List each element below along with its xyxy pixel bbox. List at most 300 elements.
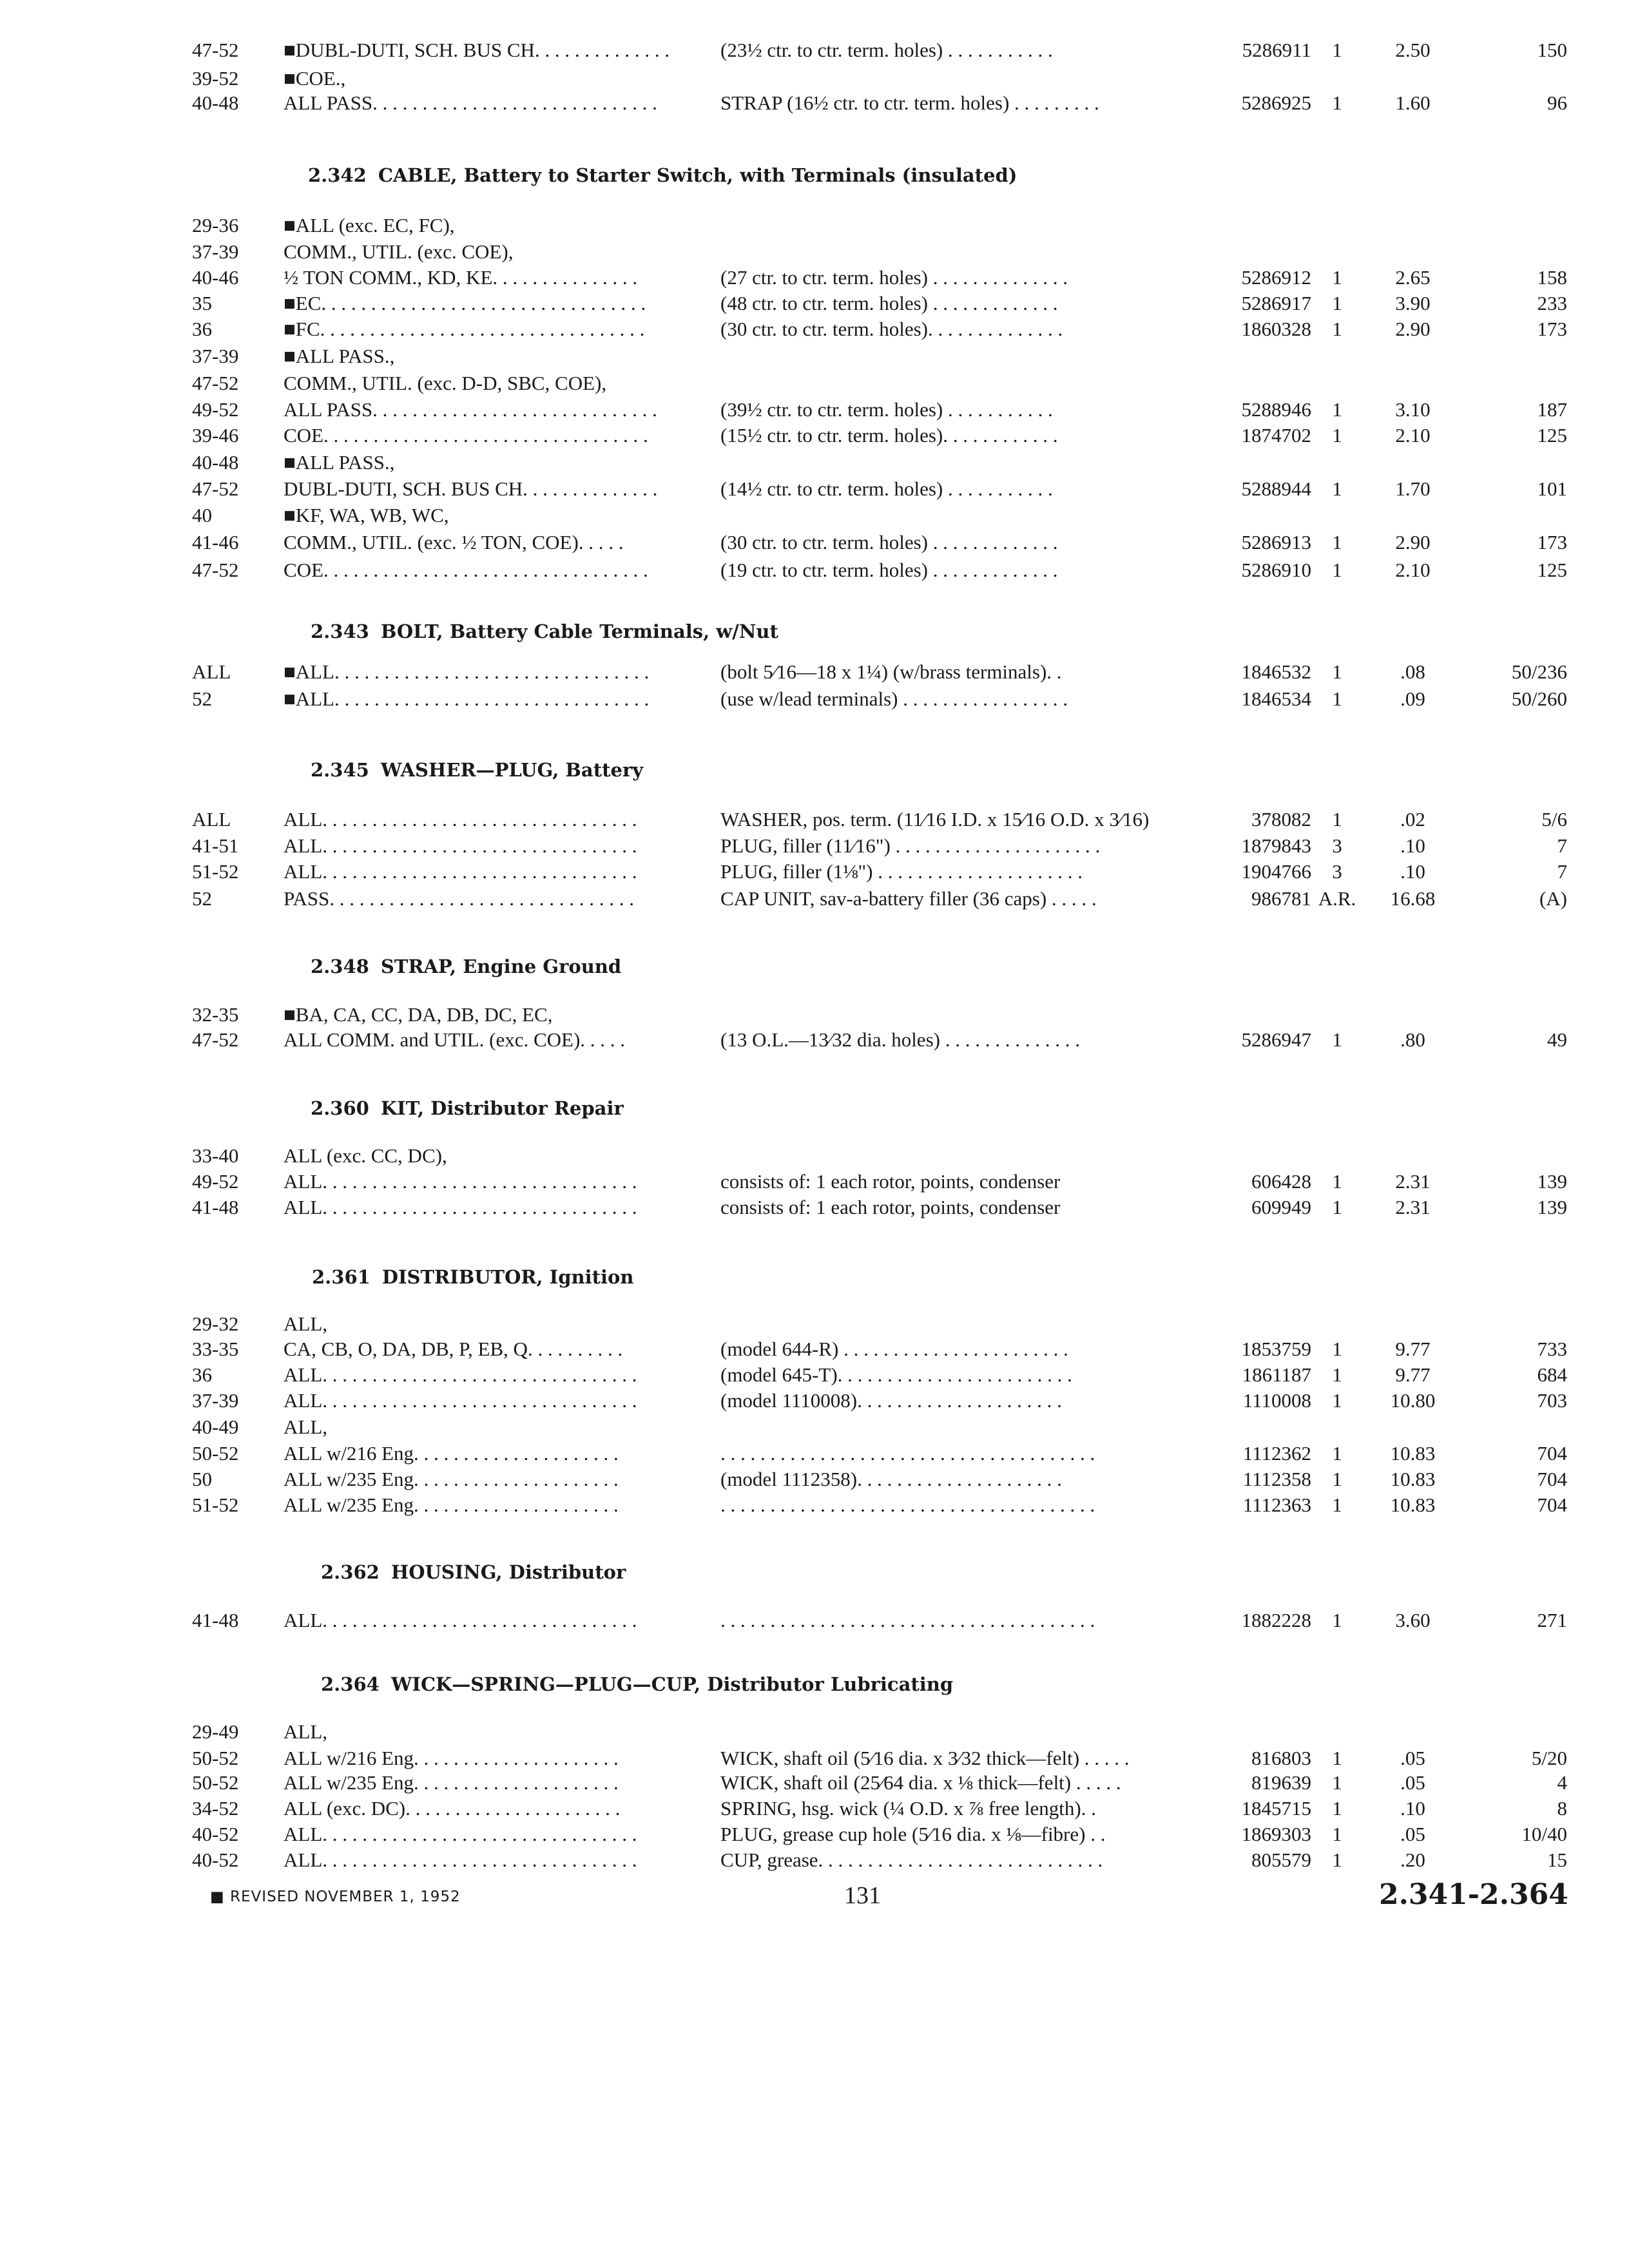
- cell-price: 10.83: [1390, 1494, 1436, 1516]
- cell-description: (model 645-T). . . . . . . . . . . . . . . . . . . . . . . .: [720, 1363, 1072, 1386]
- cell-price: .10: [1400, 834, 1425, 857]
- section-heading: [311, 952, 621, 981]
- cell-price: [1363, 370, 1463, 397]
- cell-application: ALL. . . . . . . . . . . . . . . . . . . . . . . . . . . . . . . .: [284, 808, 637, 831]
- cell-package: (A): [1539, 887, 1567, 910]
- cell-price: [1363, 212, 1463, 239]
- footer-section-range: 2.341-2.364: [1379, 1878, 1568, 1911]
- cell-quantity: 1: [1332, 1338, 1342, 1360]
- parts-row: [0, 1387, 1629, 1414]
- parts-row: [0, 343, 1629, 370]
- cell-price: .05: [1400, 1747, 1425, 1769]
- cell-part-number: 5286912: [1241, 266, 1311, 289]
- cell-part-number: [1192, 1001, 1311, 1028]
- section-number: 2.343: [311, 620, 369, 642]
- cell-quantity: 1: [1332, 398, 1342, 421]
- cell-package: 173: [1537, 318, 1567, 340]
- cell-quantity: 1: [1332, 1823, 1342, 1845]
- cell-application: PASS. . . . . . . . . . . . . . . . . . . . . . . . . . . . . . .: [284, 887, 635, 910]
- cell-description: WASHER, pos. term. (11⁄16 I.D. x 15⁄16 O.D. x 3⁄16): [720, 808, 1150, 831]
- parts-row: [0, 557, 1629, 584]
- cell-quantity: 1: [1332, 1389, 1342, 1412]
- cell-part-number: 816803: [1251, 1747, 1311, 1769]
- cell-application: ALL. . . . . . . . . . . . . . . . . . . . . . . . . . . . . . . .: [284, 1363, 637, 1386]
- cell-quantity: 1: [1332, 1442, 1342, 1465]
- parts-row: [0, 1607, 1629, 1634]
- cell-description: [720, 343, 1188, 370]
- cell-application: CA, CB, O, DA, DB, P, EB, Q. . . . . . . . . .: [284, 1338, 623, 1360]
- cell-description: (30 ctr. to ctr. term. holes) . . . . . . . . . . . . .: [720, 531, 1058, 553]
- cell-package: 139: [1537, 1196, 1567, 1218]
- parts-row: [0, 1311, 1629, 1338]
- cell-year: 50-52: [192, 1771, 239, 1794]
- cell-price: .09: [1400, 687, 1425, 710]
- parts-row: [0, 1492, 1629, 1519]
- cell-year: 39-46: [192, 424, 239, 447]
- cell-year: ALL: [192, 660, 231, 683]
- cell-description: (15½ ctr. to ctr. term. holes). . . . . . . . . . . .: [720, 424, 1058, 447]
- cell-application: COE. . . . . . . . . . . . . . . . . . . . . . . . . . . . . . . . .: [284, 559, 648, 581]
- cell-price: [1363, 1142, 1463, 1169]
- cell-quantity: 1: [1332, 1771, 1342, 1794]
- cell-part-number: [1192, 238, 1311, 265]
- cell-year: 47-52: [192, 559, 239, 581]
- cell-price: 9.77: [1395, 1338, 1431, 1360]
- cell-part-number: 986781: [1251, 887, 1311, 910]
- cell-description: [720, 1311, 1188, 1338]
- cell-application: ALL,: [284, 1720, 328, 1743]
- parts-row: [0, 238, 1629, 265]
- cell-price: 2.90: [1395, 318, 1431, 340]
- cell-quantity: 1: [1332, 1609, 1342, 1631]
- parts-row: [0, 1440, 1629, 1467]
- cell-part-number: 5286917: [1241, 292, 1311, 314]
- cell-quantity: 1: [1332, 687, 1342, 710]
- cell-year: 47-52: [192, 1028, 239, 1051]
- cell-package: 96: [1547, 91, 1567, 114]
- section-title: BOLT, Battery Cable Terminals, w/Nut: [380, 620, 778, 642]
- cell-package: [1469, 238, 1567, 265]
- cell-year: 29-49: [192, 1720, 239, 1743]
- cell-part-number: [1192, 343, 1311, 370]
- cell-description: consists of: 1 each rotor, points, condenser: [720, 1196, 1061, 1218]
- cell-package: 125: [1537, 424, 1567, 447]
- section-heading: [312, 1263, 633, 1291]
- cell-application: COMM., UTIL. (exc. ½ TON, COE). . . . .: [284, 531, 624, 553]
- cell-part-number: 1882228: [1241, 1609, 1311, 1631]
- cell-description: [720, 370, 1188, 397]
- cell-package: 704: [1537, 1494, 1567, 1516]
- parts-row: [0, 449, 1629, 476]
- cell-year: 40-48: [192, 91, 239, 114]
- cell-application: ALL (exc. CC, DC),: [284, 1144, 447, 1167]
- cell-package: [1469, 1001, 1567, 1028]
- cell-quantity: 1: [1332, 318, 1342, 340]
- cell-description: [720, 502, 1188, 529]
- cell-year: 33-35: [192, 1338, 239, 1360]
- cell-package: 5/6: [1541, 808, 1567, 831]
- section-title: DISTRIBUTOR, Ignition: [381, 1266, 634, 1288]
- parts-row: [0, 1847, 1629, 1874]
- parts-row: [0, 1026, 1629, 1053]
- cell-package: 8: [1557, 1797, 1567, 1820]
- cell-part-number: 5286910: [1241, 559, 1311, 581]
- cell-part-number: 609949: [1251, 1196, 1311, 1218]
- cell-application: ■EC. . . . . . . . . . . . . . . . . . . . . . . . . . . . . . . . .: [284, 292, 646, 314]
- parts-row: [0, 476, 1629, 503]
- cell-application: ■DUBL-DUTI, SCH. BUS CH. . . . . . . . . . . . . .: [284, 39, 670, 61]
- cell-package: 703: [1537, 1389, 1567, 1412]
- cell-part-number: 1845715: [1241, 1797, 1311, 1820]
- cell-year: 37-39: [192, 240, 239, 263]
- cell-price: [1363, 65, 1463, 92]
- cell-quantity: 1: [1332, 477, 1342, 500]
- parts-row: [0, 1821, 1629, 1848]
- cell-description: (model 1110008). . . . . . . . . . . . . . . . . . . . .: [720, 1389, 1062, 1412]
- cell-package: 50/260: [1511, 687, 1567, 710]
- footer-revised-note: ■ REVISED NOVEMBER 1, 1952: [210, 1888, 461, 1905]
- cell-application: ■FC. . . . . . . . . . . . . . . . . . . . . . . . . . . . . . . . .: [284, 318, 645, 340]
- cell-description: (model 1112358). . . . . . . . . . . . . . . . . . . . .: [720, 1468, 1062, 1490]
- cell-application: ALL w/235 Eng. . . . . . . . . . . . . . . . . . . . .: [284, 1771, 619, 1794]
- cell-quantity: 1: [1332, 266, 1342, 289]
- cell-application: COMM., UTIL. (exc. D-D, SBC, COE),: [284, 372, 607, 394]
- cell-quantity: [1315, 370, 1360, 397]
- cell-year: 37-39: [192, 345, 239, 367]
- cell-description: PLUG, grease cup hole (5⁄16 dia. x ⅛—fibre) . .: [720, 1823, 1106, 1845]
- cell-year: 49-52: [192, 1170, 239, 1193]
- cell-quantity: A.R.: [1318, 887, 1356, 910]
- cell-price: [1363, 238, 1463, 265]
- section-number: 2.364: [321, 1673, 380, 1695]
- cell-part-number: 5286925: [1241, 91, 1311, 114]
- cell-description: PLUG, filler (11⁄16") . . . . . . . . . . . . . . . . . . . . .: [720, 834, 1101, 857]
- cell-quantity: 1: [1332, 1028, 1342, 1051]
- cell-price: 10.80: [1390, 1389, 1436, 1412]
- cell-package: 733: [1537, 1338, 1567, 1360]
- cell-price: 10.83: [1390, 1468, 1436, 1490]
- cell-package: [1469, 1414, 1567, 1441]
- cell-price: 2.90: [1395, 531, 1431, 553]
- cell-quantity: 1: [1332, 559, 1342, 581]
- cell-application: ALL. . . . . . . . . . . . . . . . . . . . . . . . . . . . . . . .: [284, 834, 637, 857]
- section-heading: [311, 756, 643, 784]
- cell-quantity: 1: [1332, 660, 1342, 683]
- cell-price: 3.90: [1395, 292, 1431, 314]
- cell-year: 36: [192, 1363, 212, 1386]
- cell-price: .08: [1400, 660, 1425, 683]
- cell-part-number: [1192, 1311, 1311, 1338]
- cell-year: 40-48: [192, 451, 239, 474]
- cell-price: .20: [1400, 1849, 1425, 1871]
- cell-description: WICK, shaft oil (5⁄16 dia. x 3⁄32 thick—felt) . . . . .: [720, 1747, 1130, 1769]
- section-title: CABLE, Battery to Starter Switch, with Terminals (insulated): [378, 164, 1017, 186]
- cell-part-number: 1846534: [1241, 687, 1311, 710]
- cell-price: .10: [1400, 1797, 1425, 1820]
- cell-package: [1469, 449, 1567, 476]
- cell-application: ■ALL PASS.,: [284, 451, 395, 474]
- cell-description: [720, 1001, 1188, 1028]
- cell-quantity: [1315, 1718, 1360, 1745]
- cell-description: WICK, shaft oil (25⁄64 dia. x ⅛ thick—felt) . . . . .: [720, 1771, 1121, 1794]
- cell-application: ■ALL PASS.,: [284, 345, 395, 367]
- cell-quantity: 1: [1332, 1747, 1342, 1769]
- parts-row: [0, 1795, 1629, 1822]
- parts-row: [0, 1336, 1629, 1363]
- cell-package: 139: [1537, 1170, 1567, 1193]
- cell-application: ■ALL. . . . . . . . . . . . . . . . . . . . . . . . . . . . . . . .: [284, 687, 650, 710]
- cell-description: SPRING, hsg. wick (¼ O.D. x ⅞ free length). .: [720, 1797, 1096, 1820]
- cell-year: 36: [192, 318, 212, 340]
- cell-description: consists of: 1 each rotor, points, condenser: [720, 1170, 1061, 1193]
- cell-part-number: 5288944: [1241, 477, 1311, 500]
- cell-price: .05: [1400, 1771, 1425, 1794]
- cell-description: [720, 65, 1188, 92]
- parts-row: [0, 502, 1629, 529]
- parts-row: [0, 316, 1629, 343]
- cell-description: . . . . . . . . . . . . . . . . . . . . . . . . . . . . . . . . . . . . . .: [720, 1609, 1095, 1631]
- parts-row: [0, 37, 1629, 64]
- cell-part-number: [1192, 1142, 1311, 1169]
- cell-description: STRAP (16½ ctr. to ctr. term. holes) . . . . . . . . .: [720, 91, 1099, 114]
- cell-quantity: [1315, 343, 1360, 370]
- cell-quantity: 1: [1332, 1170, 1342, 1193]
- cell-part-number: [1192, 1414, 1311, 1441]
- cell-price: [1363, 1311, 1463, 1338]
- cell-package: 125: [1537, 559, 1567, 581]
- cell-quantity: 1: [1332, 91, 1342, 114]
- cell-application: ■ALL. . . . . . . . . . . . . . . . . . . . . . . . . . . . . . . .: [284, 660, 650, 683]
- parts-row: [0, 65, 1629, 92]
- parts-row: [0, 1361, 1629, 1389]
- cell-price: [1363, 1718, 1463, 1745]
- cell-price: [1363, 449, 1463, 476]
- cell-application: ALL w/216 Eng. . . . . . . . . . . . . . . . . . . . .: [284, 1747, 619, 1769]
- cell-price: 2.31: [1395, 1196, 1431, 1218]
- cell-part-number: [1192, 212, 1311, 239]
- cell-package: 101: [1537, 477, 1567, 500]
- cell-price: 1.70: [1395, 477, 1431, 500]
- section-title: KIT, Distributor Repair: [380, 1097, 624, 1119]
- cell-price: [1363, 1414, 1463, 1441]
- cell-part-number: 1112363: [1242, 1494, 1311, 1516]
- cell-application: ALL. . . . . . . . . . . . . . . . . . . . . . . . . . . . . . . .: [284, 1609, 637, 1631]
- cell-package: 7: [1557, 860, 1567, 883]
- cell-year: 52: [192, 887, 212, 910]
- cell-year: 52: [192, 687, 212, 710]
- cell-part-number: 805579: [1251, 1849, 1311, 1871]
- cell-package: 5/20: [1531, 1747, 1567, 1769]
- cell-application: ■ALL (exc. EC, FC),: [284, 214, 455, 236]
- section-heading: [308, 161, 1017, 189]
- cell-application: ALL w/235 Eng. . . . . . . . . . . . . . . . . . . . .: [284, 1494, 619, 1516]
- section-number: 2.342: [308, 164, 367, 186]
- cell-part-number: 1879843: [1241, 834, 1311, 857]
- cell-year: 40-46: [192, 266, 239, 289]
- cell-quantity: 1: [1332, 1849, 1342, 1871]
- cell-part-number: 1853759: [1241, 1338, 1311, 1360]
- cell-year: 37-39: [192, 1389, 239, 1412]
- cell-year: 29-36: [192, 214, 239, 236]
- cell-price: 9.77: [1395, 1363, 1431, 1386]
- cell-part-number: 5286947: [1241, 1028, 1311, 1051]
- cell-quantity: 1: [1332, 1494, 1342, 1516]
- cell-quantity: 3: [1332, 860, 1342, 883]
- cell-price: [1363, 502, 1463, 529]
- cell-year: 40-52: [192, 1849, 239, 1871]
- cell-year: 47-52: [192, 39, 239, 61]
- cell-description: [720, 449, 1188, 476]
- footer-page-number: 131: [844, 1882, 881, 1909]
- cell-package: 233: [1537, 292, 1567, 314]
- cell-part-number: 606428: [1251, 1170, 1311, 1193]
- cell-part-number: 1846532: [1241, 660, 1311, 683]
- cell-application: DUBL-DUTI, SCH. BUS CH. . . . . . . . . . . . . .: [284, 477, 658, 500]
- cell-application: ALL PASS. . . . . . . . . . . . . . . . . . . . . . . . . . . . .: [284, 91, 657, 114]
- section-number: 2.361: [312, 1266, 371, 1288]
- cell-year: 40-52: [192, 1823, 239, 1845]
- cell-application: ALL. . . . . . . . . . . . . . . . . . . . . . . . . . . . . . . .: [284, 1823, 637, 1845]
- cell-price: 10.83: [1390, 1442, 1436, 1465]
- cell-quantity: [1315, 502, 1360, 529]
- cell-quantity: 1: [1332, 1363, 1342, 1386]
- cell-price: 2.10: [1395, 424, 1431, 447]
- cell-part-number: 5286913: [1241, 531, 1311, 553]
- cell-year: ALL: [192, 808, 231, 831]
- parts-row: [0, 264, 1629, 291]
- cell-quantity: 1: [1332, 531, 1342, 553]
- parts-row: [0, 1466, 1629, 1493]
- cell-quantity: 1: [1332, 1797, 1342, 1820]
- cell-price: 16.68: [1390, 887, 1436, 910]
- parts-row: [0, 885, 1629, 912]
- cell-quantity: 1: [1332, 1468, 1342, 1490]
- parts-row: [0, 658, 1629, 686]
- section-title: WASHER—PLUG, Battery: [380, 759, 644, 781]
- cell-year: 32-35: [192, 1003, 239, 1026]
- cell-part-number: [1192, 370, 1311, 397]
- cell-quantity: 1: [1332, 292, 1342, 314]
- cell-price: .05: [1400, 1823, 1425, 1845]
- cell-application: ALL w/216 Eng. . . . . . . . . . . . . . . . . . . . .: [284, 1442, 619, 1465]
- cell-description: (use w/lead terminals) . . . . . . . . . . . . . . . . .: [720, 687, 1068, 710]
- cell-description: (14½ ctr. to ctr. term. holes) . . . . . . . . . . .: [720, 477, 1053, 500]
- section-heading: [321, 1558, 626, 1586]
- section-title: HOUSING, Distributor: [390, 1561, 626, 1583]
- cell-description: [720, 212, 1188, 239]
- cell-application: ½ TON COMM., KD, KE. . . . . . . . . . . . . . .: [284, 266, 638, 289]
- cell-description: [720, 238, 1188, 265]
- cell-description: (model 644-R) . . . . . . . . . . . . . . . . . . . . . . .: [720, 1338, 1068, 1360]
- cell-package: [1469, 370, 1567, 397]
- cell-price: 2.50: [1395, 39, 1431, 61]
- parts-row: [0, 422, 1629, 449]
- cell-quantity: 1: [1332, 39, 1342, 61]
- parts-row: [0, 1769, 1629, 1796]
- cell-year: 50: [192, 1468, 212, 1490]
- parts-row: [0, 290, 1629, 317]
- cell-quantity: [1315, 1311, 1360, 1338]
- cell-description: CUP, grease. . . . . . . . . . . . . . . . . . . . . . . . . . . . .: [720, 1849, 1103, 1871]
- cell-price: .10: [1400, 860, 1425, 883]
- cell-year: 41-48: [192, 1196, 239, 1218]
- cell-package: [1469, 212, 1567, 239]
- cell-part-number: 819639: [1251, 1771, 1311, 1794]
- cell-price: [1363, 1001, 1463, 1028]
- cell-year: 34-52: [192, 1797, 239, 1820]
- cell-package: [1469, 1718, 1567, 1745]
- cell-package: 173: [1537, 531, 1567, 553]
- cell-application: ALL. . . . . . . . . . . . . . . . . . . . . . . . . . . . . . . .: [284, 860, 637, 883]
- cell-price: 3.10: [1395, 398, 1431, 421]
- cell-application: ALL,: [284, 1416, 328, 1438]
- cell-part-number: 1874702: [1241, 424, 1311, 447]
- cell-description: (48 ctr. to ctr. term. holes) . . . . . . . . . . . . .: [720, 292, 1058, 314]
- parts-row: [0, 686, 1629, 713]
- cell-price: 2.65: [1395, 266, 1431, 289]
- cell-application: ALL PASS. . . . . . . . . . . . . . . . . . . . . . . . . . . . .: [284, 398, 657, 421]
- cell-quantity: [1315, 1142, 1360, 1169]
- cell-quantity: [1315, 238, 1360, 265]
- cell-package: 704: [1537, 1442, 1567, 1465]
- parts-row: [0, 529, 1629, 556]
- cell-year: 33-40: [192, 1144, 239, 1167]
- cell-part-number: 1110008: [1242, 1389, 1311, 1412]
- cell-quantity: [1315, 1001, 1360, 1028]
- cell-application: ■BA, CA, CC, DA, DB, DC, EC,: [284, 1003, 553, 1026]
- cell-application: COE. . . . . . . . . . . . . . . . . . . . . . . . . . . . . . . . .: [284, 424, 648, 447]
- cell-year: 49-52: [192, 398, 239, 421]
- cell-year: 35: [192, 292, 212, 314]
- section-heading: [311, 617, 778, 646]
- cell-application: ALL. . . . . . . . . . . . . . . . . . . . . . . . . . . . . . . .: [284, 1849, 637, 1871]
- cell-application: ALL w/235 Eng. . . . . . . . . . . . . . . . . . . . .: [284, 1468, 619, 1490]
- cell-quantity: [1315, 449, 1360, 476]
- parts-row: [0, 1142, 1629, 1169]
- cell-part-number: 1112358: [1242, 1468, 1311, 1490]
- cell-year: 40-49: [192, 1416, 239, 1438]
- cell-year: 47-52: [192, 477, 239, 500]
- cell-part-number: 5286911: [1242, 39, 1311, 61]
- cell-quantity: 1: [1332, 808, 1342, 831]
- cell-price: .02: [1400, 808, 1425, 831]
- cell-price: 1.60: [1395, 91, 1431, 114]
- section-heading: [321, 1670, 953, 1698]
- parts-row: [0, 1001, 1629, 1028]
- cell-year: 51-52: [192, 1494, 239, 1516]
- parts-row: [0, 832, 1629, 860]
- cell-quantity: [1315, 1414, 1360, 1441]
- parts-row: [0, 90, 1629, 117]
- cell-part-number: [1192, 65, 1311, 92]
- cell-part-number: [1192, 502, 1311, 529]
- cell-quantity: 1: [1332, 424, 1342, 447]
- cell-application: ALL. . . . . . . . . . . . . . . . . . . . . . . . . . . . . . . .: [284, 1389, 637, 1412]
- cell-description: [720, 1718, 1188, 1745]
- cell-package: [1469, 343, 1567, 370]
- cell-description: PLUG, filler (1⅛") . . . . . . . . . . . . . . . . . . . . .: [720, 860, 1083, 883]
- cell-package: 15: [1547, 1849, 1567, 1871]
- cell-part-number: 1112362: [1242, 1442, 1311, 1465]
- cell-package: 187: [1537, 398, 1567, 421]
- cell-part-number: 1861187: [1242, 1363, 1311, 1386]
- cell-package: 10/40: [1521, 1823, 1567, 1845]
- parts-row: [0, 396, 1629, 423]
- cell-application: ALL. . . . . . . . . . . . . . . . . . . . . . . . . . . . . . . .: [284, 1170, 637, 1193]
- parts-row: [0, 1718, 1629, 1745]
- cell-year: 41-46: [192, 531, 239, 553]
- cell-part-number: [1192, 1718, 1311, 1745]
